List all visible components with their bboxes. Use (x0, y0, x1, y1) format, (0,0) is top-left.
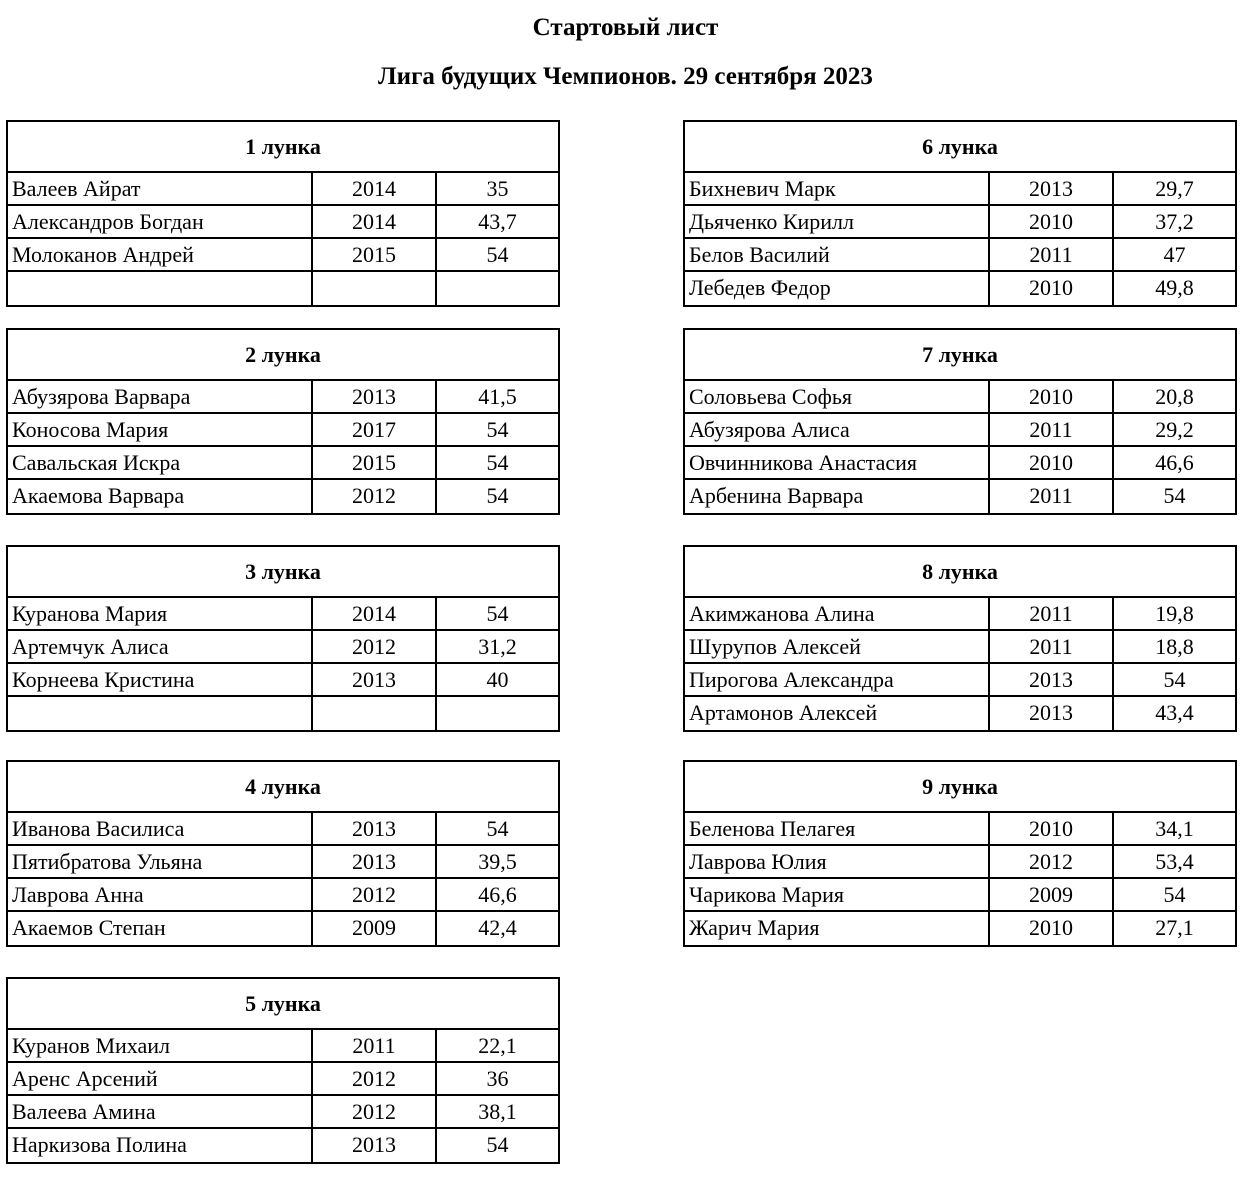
rating-value: 19,8 (1155, 601, 1194, 626)
rating-value: 54 (486, 483, 509, 508)
table-row (685, 272, 1235, 305)
rating-value: 49,8 (1155, 275, 1194, 300)
hole-group-7 (683, 328, 1237, 515)
rating-value: 22,1 (478, 1033, 517, 1058)
table-row (8, 912, 558, 945)
hole-group-1 (6, 120, 560, 307)
participant-name: Куранов Михаил (8, 1030, 313, 1061)
participant-name: Лебедев Федор (685, 272, 990, 305)
hole-group-2 (6, 328, 560, 515)
table-row (8, 879, 558, 912)
table-row (8, 1129, 558, 1162)
rating-value: 54 (486, 417, 509, 442)
table-row (8, 697, 558, 730)
participant-name: Куранова Мария (8, 598, 313, 629)
birth-year: 2012 (313, 480, 437, 513)
rating-value: 35 (486, 176, 509, 201)
birth-year: 2010 (990, 381, 1114, 412)
hole-group-8 (683, 545, 1237, 732)
participant-name: Дьяченко Кирилл (685, 206, 990, 237)
participant-name: Акаемов Степан (8, 912, 313, 945)
rating-value: 37,2 (1155, 209, 1194, 234)
rating-value: 27,1 (1155, 915, 1194, 940)
table-row (8, 480, 558, 513)
group-header: 7 лунка (685, 330, 1235, 381)
birth-year: 2012 (990, 846, 1114, 877)
table-row (8, 1063, 558, 1096)
participant-name: Александров Богдан (8, 206, 313, 237)
group-header: 5 лунка (8, 979, 558, 1030)
rating-value: 54 (1163, 483, 1186, 508)
table-row (8, 1096, 558, 1129)
birth-year: 2013 (313, 381, 437, 412)
table-row (8, 664, 558, 697)
table-row (685, 239, 1235, 272)
rating-value: 29,7 (1155, 176, 1194, 201)
participant-name: Шурупов Алексей (685, 631, 990, 662)
birth-year: 2009 (313, 912, 437, 945)
participant-name: Пятибратова Ульяна (8, 846, 313, 877)
rating-value (437, 272, 558, 305)
hole-group-3 (6, 545, 560, 732)
participant-name: Артамонов Алексей (685, 697, 990, 730)
birth-year: 2013 (990, 697, 1114, 730)
rating-value: 53,4 (1155, 849, 1194, 874)
rating-value: 39,5 (478, 849, 517, 874)
participant-name: Соловьева Софья (685, 381, 990, 412)
rating-value: 18,8 (1155, 634, 1194, 659)
birth-year: 2012 (313, 879, 437, 910)
table-row (685, 912, 1235, 945)
participant-name: Лаврова Анна (8, 879, 313, 910)
rating-value: 43,4 (1155, 700, 1194, 725)
birth-year: 2014 (313, 173, 437, 204)
birth-year (313, 697, 437, 730)
rating-value: 42,4 (478, 915, 517, 940)
hole-group-9 (683, 760, 1237, 947)
table-row (685, 598, 1235, 631)
rating-value: 31,2 (478, 634, 517, 659)
participant-name: Савальская Искра (8, 447, 313, 478)
rating-value: 54 (1163, 882, 1186, 907)
rating-value: 34,1 (1155, 816, 1194, 841)
group-header: 6 лунка (685, 122, 1235, 173)
birth-year: 2009 (990, 879, 1114, 910)
rating-value (437, 697, 558, 730)
table-row (685, 173, 1235, 206)
table-row (685, 206, 1235, 239)
rating-value: 46,6 (1155, 450, 1194, 475)
participant-name: Беленова Пелагея (685, 813, 990, 844)
rating-value: 43,7 (478, 209, 517, 234)
table-row (8, 272, 558, 305)
table-row (8, 631, 558, 664)
participant-name: Аренс Арсений (8, 1063, 313, 1094)
birth-year: 2013 (313, 1129, 437, 1162)
rating-value: 54 (1163, 667, 1186, 692)
table-row (8, 206, 558, 239)
birth-year: 2015 (313, 239, 437, 270)
table-row (685, 631, 1235, 664)
birth-year: 2013 (313, 813, 437, 844)
participant-name: Коносова Мария (8, 414, 313, 445)
birth-year: 2011 (990, 631, 1114, 662)
participant-name: Абузярова Варвара (8, 381, 313, 412)
table-row (685, 381, 1235, 414)
rating-value: 54 (486, 1132, 509, 1157)
document-subtitle: Лига будущих Чемпионов. 29 сентября 2023 (378, 63, 873, 90)
group-header: 2 лунка (8, 330, 558, 381)
table-row (685, 846, 1235, 879)
hole-group-6 (683, 120, 1237, 307)
group-header: 4 лунка (8, 762, 558, 813)
participant-name: Корнеева Кристина (8, 664, 313, 695)
birth-year: 2010 (990, 272, 1114, 305)
participant-name: Валеев Айрат (8, 173, 313, 204)
birth-year: 2011 (990, 239, 1114, 270)
table-row (8, 447, 558, 480)
birth-year: 2017 (313, 414, 437, 445)
birth-year: 2013 (313, 846, 437, 877)
rating-value: 29,2 (1155, 417, 1194, 442)
group-header: 3 лунка (8, 547, 558, 598)
birth-year: 2015 (313, 447, 437, 478)
rating-value: 20,8 (1155, 384, 1194, 409)
rating-value: 38,1 (478, 1099, 517, 1124)
table-row (8, 239, 558, 272)
table-row (685, 664, 1235, 697)
birth-year: 2010 (990, 912, 1114, 945)
rating-value: 54 (486, 450, 509, 475)
table-row (685, 480, 1235, 513)
rating-value: 54 (486, 242, 509, 267)
group-header: 8 лунка (685, 547, 1235, 598)
participant-name: Валеева Амина (8, 1096, 313, 1127)
participant-name (8, 697, 313, 730)
hole-group-4 (6, 760, 560, 947)
table-row (8, 1030, 558, 1063)
table-row (8, 598, 558, 631)
participant-name: Жарич Мария (685, 912, 990, 945)
hole-group-5 (6, 977, 560, 1164)
rating-value: 41,5 (478, 384, 517, 409)
table-row (685, 813, 1235, 846)
birth-year: 2012 (313, 1096, 437, 1127)
birth-year: 2010 (990, 813, 1114, 844)
birth-year: 2010 (990, 206, 1114, 237)
table-row (8, 813, 558, 846)
birth-year: 2012 (313, 1063, 437, 1094)
birth-year: 2011 (990, 598, 1114, 629)
rating-value: 40 (486, 667, 509, 692)
birth-year: 2011 (313, 1030, 437, 1061)
table-row (8, 381, 558, 414)
birth-year (313, 272, 437, 305)
birth-year: 2013 (313, 664, 437, 695)
document-title: Стартовый лист (532, 14, 719, 41)
table-row (8, 414, 558, 447)
participant-name: Овчинникова Анастасия (685, 447, 990, 478)
birth-year: 2010 (990, 447, 1114, 478)
participant-name: Акимжанова Алина (685, 598, 990, 629)
birth-year: 2012 (313, 631, 437, 662)
table-row (685, 447, 1235, 480)
table-row (685, 414, 1235, 447)
rating-value: 54 (486, 601, 509, 626)
participant-name: Чарикова Мария (685, 879, 990, 910)
table-row (685, 879, 1235, 912)
rating-value: 46,6 (478, 882, 517, 907)
participant-name: Иванова Василиса (8, 813, 313, 844)
table-row (685, 697, 1235, 730)
participant-name: Акаемова Варвара (8, 480, 313, 513)
table-row (8, 846, 558, 879)
group-header: 9 лунка (685, 762, 1235, 813)
birth-year: 2014 (313, 598, 437, 629)
participant-name: Бихневич Марк (685, 173, 990, 204)
participant-name (8, 272, 313, 305)
rating-value: 54 (486, 816, 509, 841)
rating-value: 36 (486, 1066, 509, 1091)
birth-year: 2014 (313, 206, 437, 237)
birth-year: 2011 (990, 414, 1114, 445)
participant-name: Наркизова Полина (8, 1129, 313, 1162)
participant-name: Молоканов Андрей (8, 239, 313, 270)
rating-value: 47 (1163, 242, 1186, 267)
group-header: 1 лунка (8, 122, 558, 173)
participant-name: Абузярова Алиса (685, 414, 990, 445)
birth-year: 2011 (990, 480, 1114, 513)
participant-name: Арбенина Варвара (685, 480, 990, 513)
participant-name: Пирогова Александра (685, 664, 990, 695)
table-row (8, 173, 558, 206)
participant-name: Артемчук Алиса (8, 631, 313, 662)
birth-year: 2013 (990, 173, 1114, 204)
participant-name: Белов Василий (685, 239, 990, 270)
participant-name: Лаврова Юлия (685, 846, 990, 877)
birth-year: 2013 (990, 664, 1114, 695)
